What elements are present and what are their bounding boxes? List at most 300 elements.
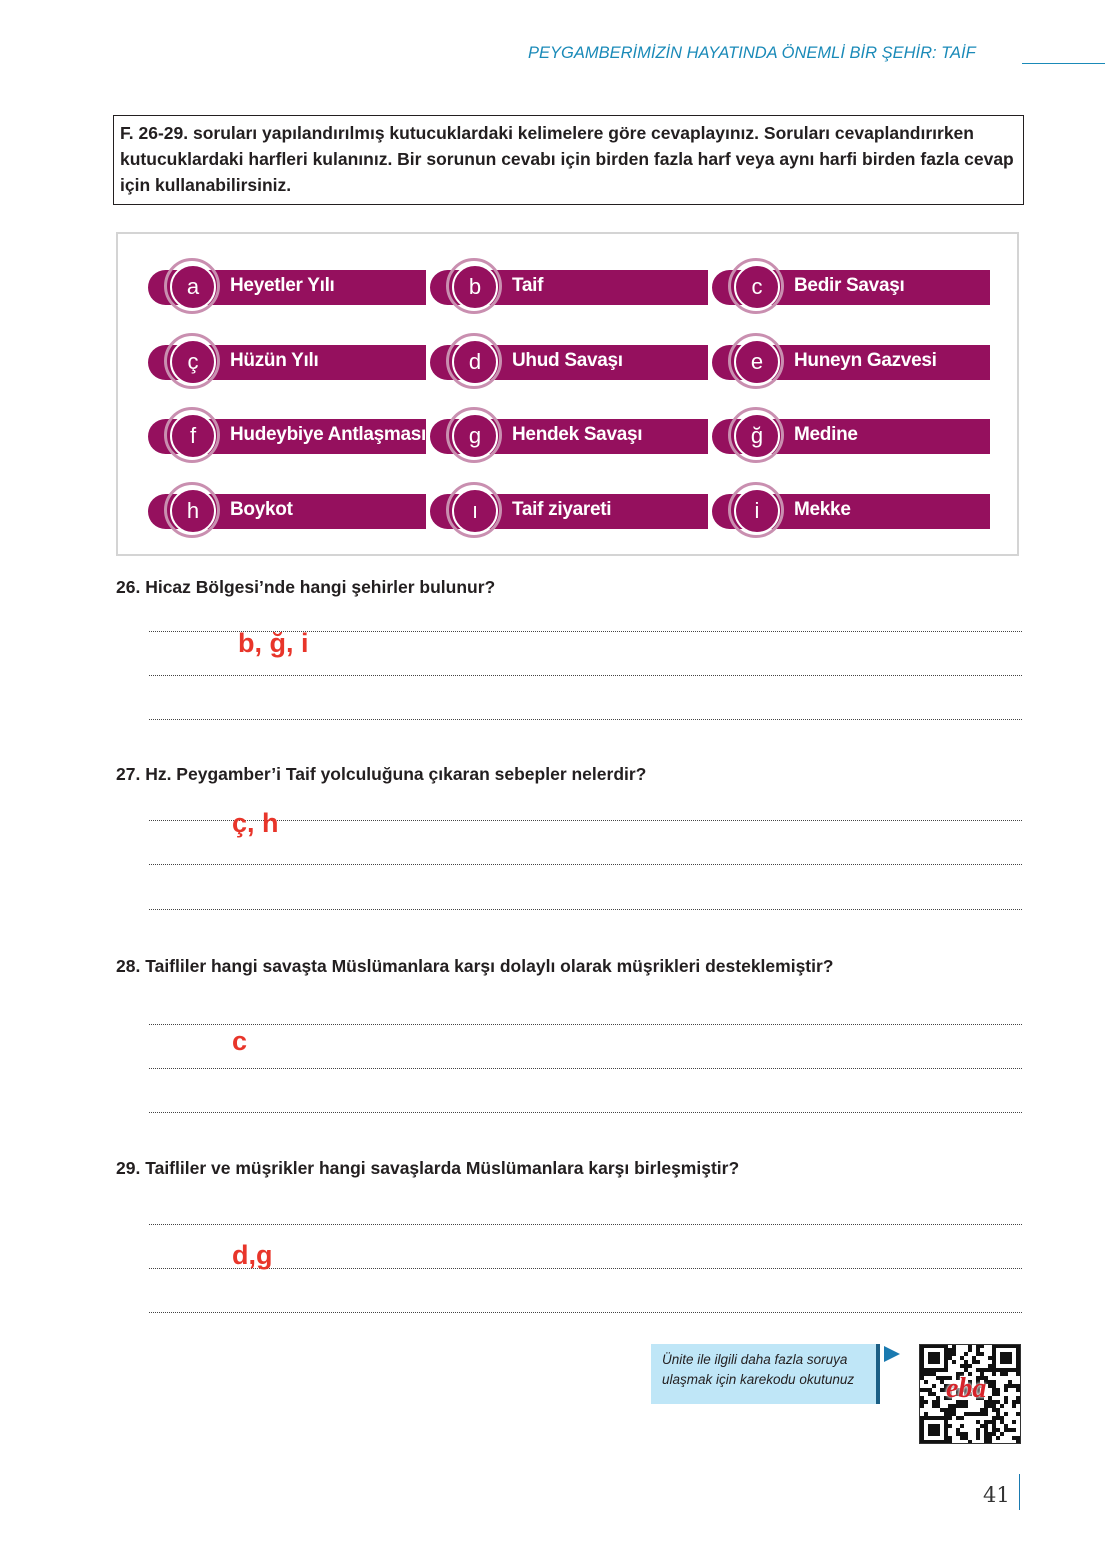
option-label: Uhud Savaşı <box>512 350 623 371</box>
answer-line <box>149 675 1022 676</box>
qr-module <box>944 1345 948 1348</box>
option-letter: i <box>734 488 780 534</box>
qr-module <box>980 1412 984 1416</box>
answer-line <box>149 719 1022 720</box>
qr-module <box>920 1376 924 1380</box>
qr-module <box>920 1400 924 1404</box>
qr-module <box>976 1348 980 1352</box>
qr-module <box>976 1428 980 1432</box>
qr-module <box>920 1436 924 1440</box>
qr-module <box>932 1424 936 1428</box>
note-bar <box>876 1344 880 1404</box>
qr-module <box>984 1420 988 1424</box>
option-label: Hendek Savaşı <box>512 424 643 445</box>
question-26: 26. Hicaz Bölgesi’nde hangi şehirler bulunur? <box>116 577 496 597</box>
qr-module <box>960 1364 964 1368</box>
qr-module <box>1016 1356 1020 1360</box>
qr-module <box>936 1360 940 1364</box>
qr-module <box>952 1348 956 1352</box>
qr-module <box>1004 1424 1008 1428</box>
qr-module <box>936 1356 940 1360</box>
qr-module <box>920 1404 924 1408</box>
qr-module <box>944 1360 948 1364</box>
qr-module <box>928 1432 932 1436</box>
option-6 <box>148 407 426 467</box>
qr-module <box>936 1432 940 1436</box>
qr-module <box>1008 1356 1012 1360</box>
qr-module <box>1004 1372 1008 1376</box>
qr-module <box>928 1356 932 1360</box>
qr-module <box>984 1408 988 1412</box>
qr-module <box>984 1424 988 1428</box>
qr-module <box>992 1360 996 1364</box>
qr-module <box>940 1408 944 1412</box>
qr-module <box>996 1436 1000 1440</box>
qr-module <box>964 1352 968 1356</box>
qr-module <box>940 1376 944 1380</box>
qr-module <box>980 1408 984 1412</box>
qr-module <box>992 1404 996 1408</box>
qr-module <box>940 1380 944 1384</box>
qr-module <box>924 1372 928 1376</box>
qr-module <box>988 1356 992 1360</box>
qr-module <box>992 1400 996 1404</box>
option-10 <box>430 482 708 542</box>
qr-code[interactable] <box>919 1344 1021 1444</box>
answer-line <box>149 1224 1022 1225</box>
qr-module <box>932 1432 936 1436</box>
option-letter: b <box>452 264 498 310</box>
qr-module <box>944 1436 948 1440</box>
qr-module <box>996 1392 1000 1396</box>
qr-module <box>964 1436 968 1440</box>
qr-module <box>1012 1384 1016 1388</box>
qr-module <box>936 1440 940 1443</box>
qr-module <box>992 1364 996 1368</box>
qr-module <box>984 1428 988 1432</box>
qr-module <box>936 1368 940 1372</box>
qr-module <box>1008 1384 1012 1388</box>
qr-module <box>920 1428 924 1432</box>
qr-module <box>988 1436 992 1440</box>
qr-module <box>968 1440 972 1443</box>
qr-module <box>992 1428 996 1432</box>
qr-module <box>920 1360 924 1364</box>
qr-module <box>948 1424 952 1428</box>
qr-module <box>936 1424 940 1428</box>
qr-note-line1: Ünite ile ilgili daha fazla soruya <box>662 1352 848 1367</box>
qr-module <box>972 1360 976 1364</box>
qr-module <box>1000 1432 1004 1436</box>
qr-module <box>1000 1420 1004 1424</box>
answer-line <box>149 909 1022 910</box>
qr-module <box>1004 1396 1008 1400</box>
qr-module <box>964 1360 968 1364</box>
qr-module <box>1000 1404 1004 1408</box>
qr-module <box>936 1376 940 1380</box>
option-label: Boykot <box>230 499 293 520</box>
qr-module <box>1016 1400 1020 1404</box>
qr-module <box>1008 1352 1012 1356</box>
qr-module <box>920 1432 924 1436</box>
qr-module <box>1016 1360 1020 1364</box>
qr-module <box>992 1424 996 1428</box>
qr-module <box>944 1356 948 1360</box>
qr-module <box>980 1345 984 1348</box>
qr-module <box>932 1428 936 1432</box>
qr-module <box>940 1416 944 1420</box>
qr-module <box>1016 1388 1020 1392</box>
qr-module <box>944 1428 948 1432</box>
option-7 <box>430 407 708 467</box>
qr-module <box>944 1368 948 1372</box>
qr-module <box>996 1416 1000 1420</box>
qr-module <box>988 1368 992 1372</box>
qr-module <box>1012 1400 1016 1404</box>
question-28: 28. Taifliler hangi savaşta Müslümanlara karşı dolaylı olarak müşrikleri desteklemiştir? <box>116 956 834 976</box>
option-letter: d <box>452 339 498 385</box>
qr-module <box>992 1348 996 1352</box>
qr-module <box>944 1412 948 1416</box>
qr-module <box>948 1416 952 1420</box>
qr-module <box>956 1428 960 1432</box>
qr-module <box>996 1408 1000 1412</box>
qr-module <box>928 1416 932 1420</box>
qr-module <box>1016 1436 1020 1440</box>
qr-module <box>1004 1368 1008 1372</box>
qr-module <box>972 1412 976 1416</box>
qr-module <box>920 1424 924 1428</box>
qr-module <box>980 1352 984 1356</box>
qr-module <box>932 1356 936 1360</box>
qr-note-line2: ulaşmak için karekodu okutunuz <box>662 1372 855 1387</box>
qr-module <box>1016 1368 1020 1372</box>
qr-module <box>972 1356 976 1360</box>
qr-module <box>944 1364 948 1368</box>
running-header: PEYGAMBERİMİZİN HAYATINDA ÖNEMLİ BİR ŞEHİR: TAİF <box>528 44 976 62</box>
qr-module <box>1004 1428 1008 1432</box>
question-27: 27. Hz. Peygamber’i Taif yolculuğuna çıkaran sebepler nelerdir? <box>116 764 647 784</box>
qr-module <box>928 1388 932 1392</box>
qr-module <box>940 1368 944 1372</box>
qr-module <box>968 1348 972 1352</box>
qr-module <box>940 1388 944 1392</box>
qr-module <box>992 1372 996 1376</box>
qr-module <box>1000 1372 1004 1376</box>
qr-module <box>1008 1380 1012 1384</box>
qr-module <box>1016 1440 1020 1443</box>
qr-module <box>924 1416 928 1420</box>
qr-module <box>960 1432 964 1436</box>
qr-module <box>960 1436 964 1440</box>
qr-note <box>651 1344 877 1404</box>
qr-module <box>920 1440 924 1443</box>
qr-module <box>964 1412 968 1416</box>
qr-module <box>988 1396 992 1400</box>
header-rule <box>1022 63 1105 64</box>
option-3 <box>148 333 426 393</box>
qr-module <box>944 1420 948 1424</box>
qr-module <box>944 1432 948 1436</box>
qr-module <box>932 1392 936 1396</box>
qr-module <box>932 1345 936 1348</box>
qr-module <box>992 1432 996 1436</box>
qr-module <box>928 1360 932 1364</box>
option-9 <box>148 482 426 542</box>
qr-module <box>984 1432 988 1436</box>
qr-module <box>1004 1356 1008 1360</box>
qr-module <box>976 1436 980 1440</box>
qr-module <box>976 1345 980 1348</box>
qr-module <box>1008 1428 1012 1432</box>
qr-module <box>1000 1345 1004 1348</box>
qr-module <box>1004 1388 1008 1392</box>
qr-module <box>996 1368 1000 1372</box>
qr-module <box>984 1440 988 1443</box>
qr-module <box>1004 1412 1008 1416</box>
qr-module <box>948 1436 952 1440</box>
qr-module <box>948 1352 952 1356</box>
option-label: Bedir Savaşı <box>794 275 905 296</box>
qr-module <box>1016 1396 1020 1400</box>
qr-module <box>948 1440 952 1443</box>
qr-module <box>1004 1352 1008 1356</box>
answer-line <box>149 864 1022 865</box>
option-letter: e <box>734 339 780 385</box>
qr-module <box>988 1400 992 1404</box>
qr-module <box>928 1392 932 1396</box>
qr-module <box>1000 1360 1004 1364</box>
qr-module <box>992 1420 996 1424</box>
qr-module <box>936 1396 940 1400</box>
qr-module <box>1016 1345 1020 1348</box>
qr-module <box>948 1408 952 1412</box>
qr-module <box>920 1352 924 1356</box>
qr-module <box>996 1345 1000 1348</box>
qr-module <box>952 1360 956 1364</box>
option-letter: a <box>170 264 216 310</box>
option-letter: g <box>452 413 498 459</box>
qr-module <box>980 1424 984 1428</box>
handwritten-answer: d,g <box>232 1240 273 1270</box>
qr-module <box>928 1440 932 1443</box>
answer-line <box>149 1268 1022 1269</box>
qr-module <box>948 1356 952 1360</box>
qr-module <box>1012 1436 1016 1440</box>
qr-module <box>988 1420 992 1424</box>
qr-module <box>976 1360 980 1364</box>
qr-module <box>992 1384 996 1388</box>
qr-module <box>944 1408 948 1412</box>
qr-module <box>968 1364 972 1368</box>
qr-module <box>996 1412 1000 1416</box>
qr-module <box>932 1384 936 1388</box>
qr-module <box>992 1416 996 1420</box>
qr-module <box>944 1440 948 1443</box>
option-4 <box>430 333 708 393</box>
option-8 <box>712 407 990 467</box>
qr-module <box>936 1428 940 1432</box>
qr-module <box>956 1432 960 1436</box>
qr-module <box>928 1345 932 1348</box>
option-letter: ı <box>452 488 498 534</box>
qr-module <box>1016 1384 1020 1388</box>
qr-module <box>964 1364 968 1368</box>
option-11 <box>712 482 990 542</box>
option-1 <box>430 258 708 318</box>
qr-module <box>992 1368 996 1372</box>
qr-module <box>924 1412 928 1416</box>
option-label: Taif <box>512 275 544 296</box>
qr-module <box>936 1404 940 1408</box>
answer-line <box>149 1312 1022 1313</box>
qr-module <box>960 1356 964 1360</box>
qr-module <box>1004 1360 1008 1364</box>
qr-module <box>976 1432 980 1436</box>
qr-module <box>956 1416 960 1420</box>
option-label: Taif ziyareti <box>512 499 612 520</box>
handwritten-answer: ç, h <box>232 808 279 838</box>
qr-module <box>932 1360 936 1364</box>
qr-module <box>960 1424 964 1428</box>
qr-module <box>988 1440 992 1443</box>
qr-module <box>1000 1352 1004 1356</box>
handwritten-answer: c <box>232 1026 248 1056</box>
eba-logo: eba <box>946 1373 987 1404</box>
qr-module <box>952 1345 956 1348</box>
qr-module <box>1012 1404 1016 1408</box>
qr-module <box>948 1348 952 1352</box>
qr-module <box>992 1356 996 1360</box>
qr-module <box>1004 1345 1008 1348</box>
qr-module <box>920 1348 924 1352</box>
answer-line <box>149 820 1022 821</box>
qr-module <box>1004 1384 1008 1388</box>
qr-module <box>992 1408 996 1412</box>
qr-module <box>924 1380 928 1384</box>
qr-module <box>992 1345 996 1348</box>
qr-module <box>988 1384 992 1388</box>
qr-module <box>952 1352 956 1356</box>
qr-module <box>992 1392 996 1396</box>
option-5 <box>712 333 990 393</box>
qr-module <box>960 1416 964 1420</box>
qr-module <box>1000 1368 1004 1372</box>
qr-module <box>1016 1372 1020 1376</box>
qr-module <box>1012 1345 1016 1348</box>
qr-module <box>984 1368 988 1372</box>
qr-module <box>936 1345 940 1348</box>
option-2 <box>712 258 990 318</box>
qr-module <box>976 1352 980 1356</box>
qr-module <box>920 1416 924 1420</box>
qr-module <box>920 1420 924 1424</box>
qr-module <box>1008 1368 1012 1372</box>
qr-module <box>992 1388 996 1392</box>
qr-module <box>924 1345 928 1348</box>
option-label: Huneyn Gazvesi <box>794 350 937 371</box>
qr-module <box>1016 1352 1020 1356</box>
instructions-box: F. 26-29. soruları yapılandırılmış kutucuklardaki kelimelere göre cevaplayınız. Soruları cevaplandırırken kutucuklardaki harfleri kulanınız. Bir sorunun cevabı için birden fazla harf veya aynı harfi birden fazla cevap için kullanabilirsiniz. <box>113 115 1024 205</box>
qr-module <box>968 1345 972 1348</box>
qr-module <box>928 1372 932 1376</box>
qr-module <box>932 1440 936 1443</box>
qr-module <box>932 1372 936 1376</box>
qr-module <box>936 1416 940 1420</box>
qr-module <box>988 1404 992 1408</box>
question-29: 29. Taifliler ve müşrikler hangi savaşlarda Müslümanlara karşı birleşmiştir? <box>116 1158 740 1178</box>
qr-module <box>932 1404 936 1408</box>
qr-module <box>1000 1416 1004 1420</box>
option-0 <box>148 258 426 318</box>
answer-line <box>149 1068 1022 1069</box>
qr-module <box>996 1388 1000 1392</box>
qr-module <box>928 1352 932 1356</box>
qr-module <box>992 1380 996 1384</box>
qr-module <box>936 1352 940 1356</box>
qr-module <box>968 1412 972 1416</box>
answer-line <box>149 1112 1022 1113</box>
qr-module <box>920 1345 924 1348</box>
qr-module <box>1004 1400 1008 1404</box>
qr-module <box>996 1428 1000 1432</box>
option-letter: c <box>734 264 780 310</box>
qr-module <box>1012 1368 1016 1372</box>
qr-module <box>920 1396 924 1400</box>
qr-module <box>928 1424 932 1428</box>
qr-module <box>924 1440 928 1443</box>
qr-module <box>1016 1364 1020 1368</box>
qr-module <box>932 1368 936 1372</box>
qr-module <box>940 1440 944 1443</box>
qr-module <box>1008 1360 1012 1364</box>
qr-module <box>948 1412 952 1416</box>
qr-module <box>964 1368 968 1372</box>
qr-module <box>992 1352 996 1356</box>
qr-module <box>924 1368 928 1372</box>
qr-module <box>940 1345 944 1348</box>
qr-module <box>936 1400 940 1404</box>
play-arrow-icon <box>884 1346 900 1362</box>
page-number: 41 <box>983 1483 1010 1507</box>
option-letter: ğ <box>734 413 780 459</box>
option-letter: f <box>170 413 216 459</box>
handwritten-answer: b, ğ, i <box>238 628 309 658</box>
qr-module <box>988 1364 992 1368</box>
qr-module <box>1008 1345 1012 1348</box>
qr-module <box>920 1368 924 1372</box>
qr-module <box>964 1432 968 1436</box>
qr-module <box>976 1368 980 1372</box>
option-label: Hüzün Yılı <box>230 350 319 371</box>
qr-module <box>952 1408 956 1412</box>
qr-module <box>976 1420 980 1424</box>
answer-line <box>149 1024 1022 1025</box>
qr-module <box>952 1412 956 1416</box>
qr-module <box>920 1372 924 1376</box>
qr-module <box>1012 1420 1016 1424</box>
option-label: Mekke <box>794 499 851 520</box>
qr-module <box>944 1348 948 1352</box>
qr-module <box>1016 1348 1020 1352</box>
qr-module <box>980 1368 984 1372</box>
page-number-rule <box>1019 1474 1020 1510</box>
qr-module <box>984 1436 988 1440</box>
qr-module <box>944 1352 948 1356</box>
qr-module <box>1000 1356 1004 1360</box>
qr-module <box>924 1388 928 1392</box>
option-label: Medine <box>794 424 858 445</box>
